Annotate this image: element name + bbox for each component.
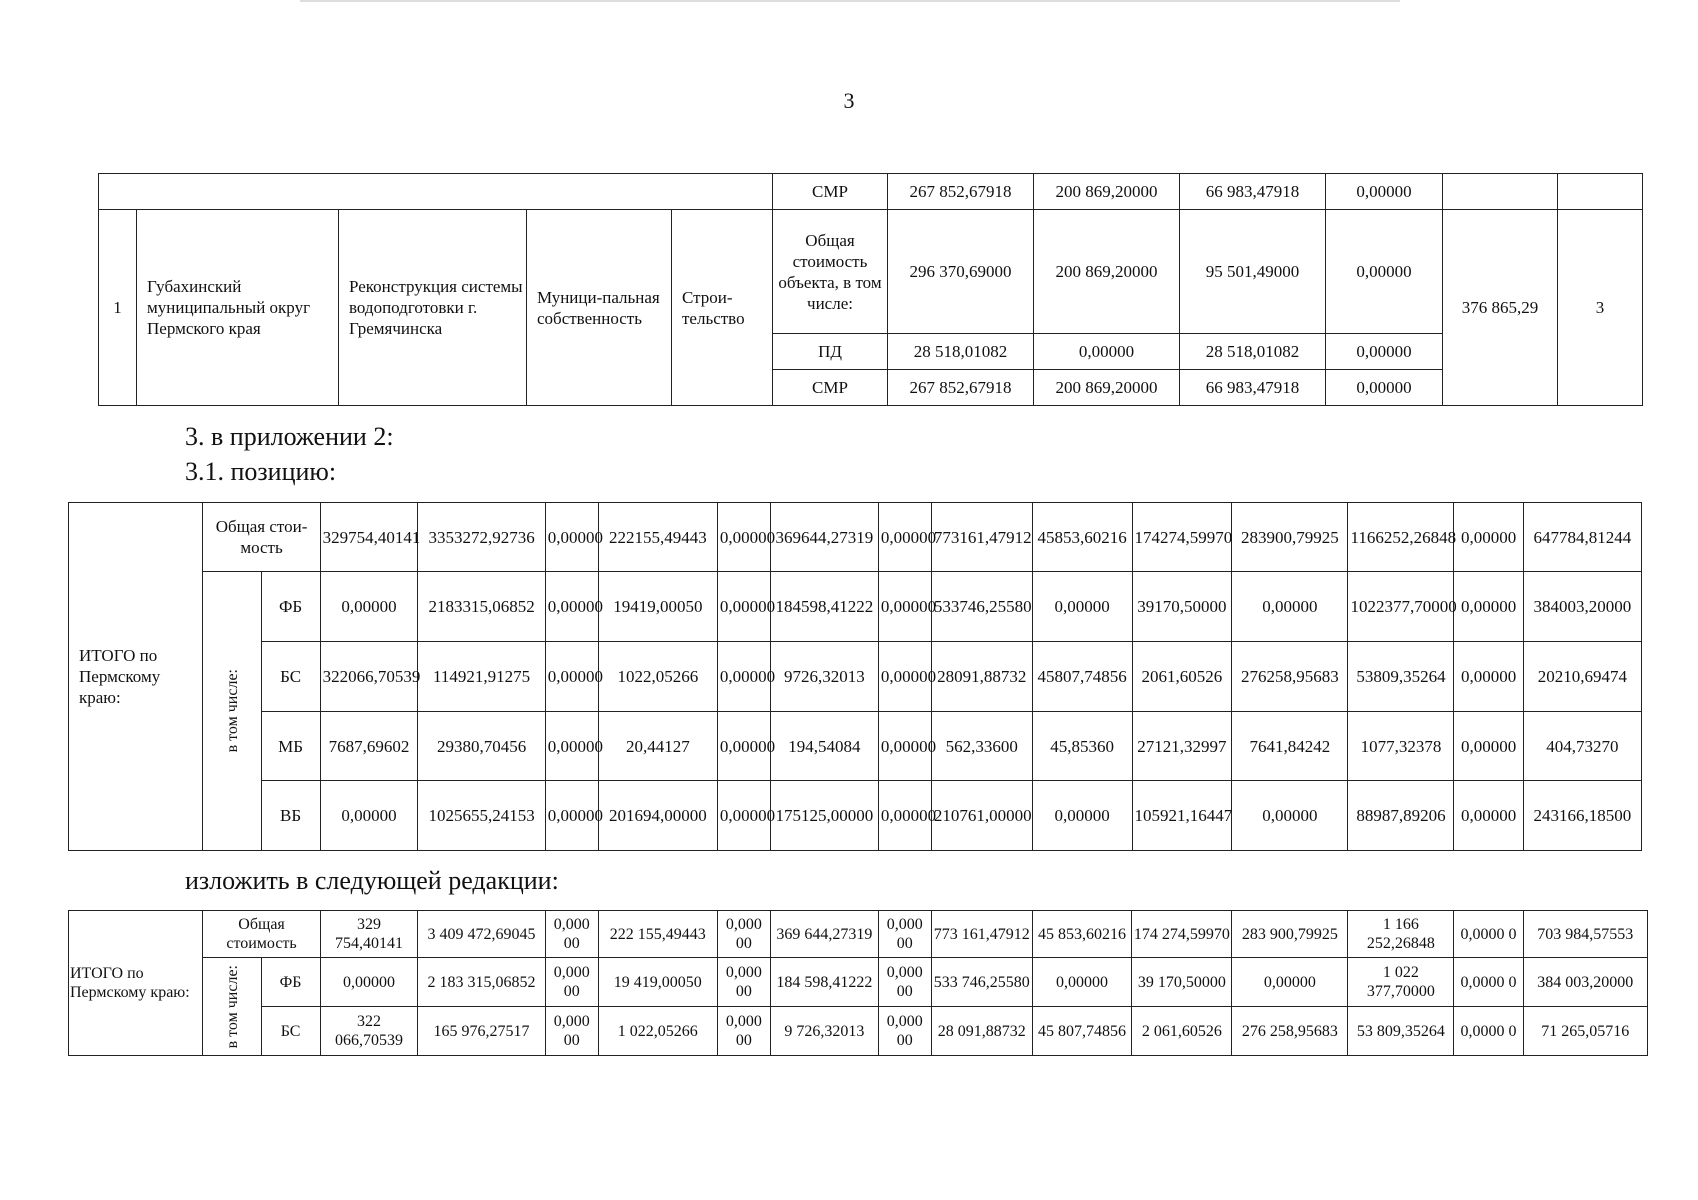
value-cell: 0,00000 — [717, 503, 770, 572]
value-cell: 0,00000 — [1454, 503, 1523, 572]
value-cell: 210761,00000 — [931, 781, 1032, 851]
totals-table-old — [68, 502, 1642, 851]
section-heading: изложить в следующей редакции: — [185, 866, 559, 895]
value-cell: 329 754,40141 — [320, 911, 418, 958]
value-cell: 0,00000 — [1454, 572, 1523, 642]
value-cell: 384 003,20000 — [1523, 958, 1647, 1007]
value-cell: 20,44127 — [598, 712, 717, 781]
value-cell: 29380,70456 — [418, 712, 545, 781]
value-cell: 3 409 472,69045 — [418, 911, 545, 958]
value-cell: 114921,91275 — [418, 642, 545, 712]
value-cell: 1 022,05266 — [598, 1007, 717, 1056]
value-cell: 45,85360 — [1032, 712, 1132, 781]
table-row — [99, 174, 1643, 210]
value-cell: 703 984,57553 — [1523, 911, 1647, 958]
value-cell: 45 807,74856 — [1032, 1007, 1132, 1056]
value-cell: 0,00000 — [1326, 174, 1443, 210]
value-cell: 276 258,95683 — [1232, 1007, 1348, 1056]
value-cell: 39 170,50000 — [1132, 958, 1232, 1007]
value-cell: 200 869,20000 — [1034, 174, 1180, 210]
value-cell: 28091,88732 — [931, 642, 1032, 712]
value-cell: 276258,95683 — [1232, 642, 1348, 712]
section-heading: 3. в приложении 2: — [185, 422, 394, 451]
value-cell: 243166,18500 — [1523, 781, 1641, 851]
value-cell: 0,00000 — [320, 781, 418, 851]
section-subheading: 3.1. позицию: — [185, 457, 337, 486]
value-cell: 0,00000 — [1032, 572, 1132, 642]
value-cell: 1022377,70000 — [1348, 572, 1454, 642]
value-cell: 1166252,26848 — [1348, 503, 1454, 572]
value-cell: 0,00000 — [878, 712, 931, 781]
value-cell: 0,000 00 — [717, 911, 770, 958]
page-number: 3 — [843, 88, 855, 113]
value-cell: 647784,81244 — [1523, 503, 1641, 572]
value-cell: 0,000 00 — [717, 1007, 770, 1056]
value-cell: 2061,60526 — [1132, 642, 1232, 712]
value-cell: 3353272,92736 — [418, 503, 545, 572]
value-cell: 45 853,60216 — [1032, 911, 1132, 958]
value-cell: 0,00000 — [717, 572, 770, 642]
value-cell: 200 869,20000 — [1034, 370, 1180, 406]
value-cell: 283900,79925 — [1232, 503, 1348, 572]
cost-type-cell: СМР — [773, 370, 888, 406]
work-type-cell: Строи-тельство — [672, 210, 773, 406]
value-cell: 1025655,24153 — [418, 781, 545, 851]
value-cell: 66 983,47918 — [1180, 174, 1326, 210]
value-cell: 1022,05266 — [598, 642, 717, 712]
value-cell: 28 091,88732 — [931, 1007, 1032, 1056]
value-cell: 27121,32997 — [1132, 712, 1232, 781]
table-row — [69, 958, 1648, 1007]
last-cell: 3 — [1558, 210, 1643, 406]
value-cell: 404,73270 — [1523, 712, 1641, 781]
budget-name: ФБ — [261, 958, 320, 1007]
value-cell: 384003,20000 — [1523, 572, 1641, 642]
value-cell: 0,00000 — [545, 642, 598, 712]
cost-type-cell: Общая стоимость объекта, в том числе: — [773, 210, 888, 334]
value-cell: 0,000 00 — [717, 958, 770, 1007]
value-cell: 0,00000 — [1326, 334, 1443, 370]
value-cell: 194,54084 — [770, 712, 878, 781]
value-cell: 9 726,32013 — [770, 1007, 878, 1056]
table-row — [69, 781, 1642, 851]
value-cell: 222 155,49443 — [598, 911, 717, 958]
budget-name: БС — [261, 1007, 320, 1056]
value-cell: 2 061,60526 — [1132, 1007, 1232, 1056]
value-cell: 88987,89206 — [1348, 781, 1454, 851]
budget-name: ФБ — [261, 572, 320, 642]
value-cell: 1 166 252,26848 — [1348, 911, 1454, 958]
value-cell: 200 869,20000 — [1034, 210, 1180, 334]
sub-label-text: в том числе: — [223, 669, 241, 753]
total-label: ИТОГО по Пермскому краю: — [69, 503, 203, 851]
budget-name: БС — [261, 642, 320, 712]
value-cell: 0,00000 — [320, 572, 418, 642]
value-cell: 0,0000 0 — [1454, 958, 1523, 1007]
value-cell: 0,00000 — [1326, 370, 1443, 406]
value-cell: 7641,84242 — [1232, 712, 1348, 781]
row-number: 1 — [99, 210, 137, 406]
value-cell: 0,000 00 — [545, 1007, 598, 1056]
value-cell: 0,00000 — [1032, 781, 1132, 851]
value-cell: 201694,00000 — [598, 781, 717, 851]
value-cell: 0,000 00 — [878, 1007, 931, 1056]
value-cell: 0,00000 — [717, 712, 770, 781]
value-cell: 533746,25580 — [931, 572, 1032, 642]
value-cell: 20210,69474 — [1523, 642, 1641, 712]
value-cell: 1077,32378 — [1348, 712, 1454, 781]
total-row-label: Общая стои-мость — [203, 503, 320, 572]
value-cell: 174274,59970 — [1132, 503, 1232, 572]
value-cell: 0,0000 0 — [1454, 911, 1523, 958]
value-cell: 322 066,70539 — [320, 1007, 418, 1056]
value-cell: 283 900,79925 — [1232, 911, 1348, 958]
value-cell: 0,00000 — [878, 642, 931, 712]
value-cell: 45853,60216 — [1032, 503, 1132, 572]
value-cell: 53 809,35264 — [1348, 1007, 1454, 1056]
budget-name: МБ — [261, 712, 320, 781]
capacity-cell: 376 865,29 — [1443, 210, 1558, 406]
value-cell: 2 183 315,06852 — [418, 958, 545, 1007]
sub-label — [203, 572, 261, 851]
value-cell: 2183315,06852 — [418, 572, 545, 642]
value-cell: 0,00000 — [545, 572, 598, 642]
value-cell: 0,00000 — [320, 958, 418, 1007]
value-cell: 533 746,25580 — [931, 958, 1032, 1007]
municipality-cell: Губахинский муниципальный округ Пермского края — [137, 210, 339, 406]
value-cell: 0,000 00 — [545, 911, 598, 958]
cost-type-cell: СМР — [773, 174, 888, 210]
value-cell: 0,00000 — [717, 781, 770, 851]
value-cell: 28 518,01082 — [888, 334, 1034, 370]
value-cell: 39170,50000 — [1132, 572, 1232, 642]
value-cell: 0,00000 — [1232, 781, 1348, 851]
value-cell: 0,00000 — [1032, 958, 1132, 1007]
value-cell: 0,00000 — [878, 503, 931, 572]
value-cell: 296 370,69000 — [888, 210, 1034, 334]
value-cell: 0,00000 — [1454, 642, 1523, 712]
ownership-cell: Муници-пальная собственность — [527, 210, 672, 406]
value-cell: 19 419,00050 — [598, 958, 717, 1007]
value-cell: 0,000 00 — [545, 958, 598, 1007]
total-label: ИТОГО по Пермскому краю: — [69, 911, 203, 1056]
value-cell: 174 274,59970 — [1132, 911, 1232, 958]
value-cell: 45807,74856 — [1032, 642, 1132, 712]
table-row — [69, 572, 1642, 642]
table-row — [69, 911, 1648, 958]
value-cell: 1 022 377,70000 — [1348, 958, 1454, 1007]
object-cell: Реконструкция системы водоподготовки г. Гремячинска — [339, 210, 527, 406]
table-row — [69, 503, 1642, 572]
value-cell: 7687,69602 — [320, 712, 418, 781]
budget-name: ВБ — [261, 781, 320, 851]
table-row — [99, 210, 1643, 334]
value-cell: 165 976,27517 — [418, 1007, 545, 1056]
value-cell: 267 852,67918 — [888, 174, 1034, 210]
table-row — [69, 642, 1642, 712]
value-cell: 222155,49443 — [598, 503, 717, 572]
value-cell: 0,0000 0 — [1454, 1007, 1523, 1056]
value-cell: 0,00000 — [545, 781, 598, 851]
value-cell: 184598,41222 — [770, 572, 878, 642]
value-cell: 28 518,01082 — [1180, 334, 1326, 370]
cost-type-cell: ПД — [773, 334, 888, 370]
value-cell: 0,00000 — [1454, 712, 1523, 781]
value-cell: 562,33600 — [931, 712, 1032, 781]
value-cell: 0,00000 — [1034, 334, 1180, 370]
total-row-label: Общая стоимость — [203, 911, 320, 958]
scan-edge — [300, 0, 1400, 2]
value-cell: 95 501,49000 — [1180, 210, 1326, 334]
value-cell: 71 265,05716 — [1523, 1007, 1647, 1056]
value-cell: 0,00000 — [1232, 572, 1348, 642]
value-cell: 9726,32013 — [770, 642, 878, 712]
sub-label-text: в том числе: — [223, 964, 241, 1049]
value-cell: 53809,35264 — [1348, 642, 1454, 712]
sub-label — [203, 958, 261, 1056]
value-cell: 322066,70539 — [320, 642, 418, 712]
value-cell: 0,000 00 — [878, 958, 931, 1007]
value-cell: 267 852,67918 — [888, 370, 1034, 406]
value-cell: 184 598,41222 — [770, 958, 878, 1007]
value-cell: 19419,00050 — [598, 572, 717, 642]
value-cell: 773161,47912 — [931, 503, 1032, 572]
value-cell: 66 983,47918 — [1180, 370, 1326, 406]
value-cell: 773 161,47912 — [931, 911, 1032, 958]
value-cell: 0,00000 — [1232, 958, 1348, 1007]
value-cell: 175125,00000 — [770, 781, 878, 851]
value-cell: 369644,27319 — [770, 503, 878, 572]
value-cell: 0,00000 — [1326, 210, 1443, 334]
value-cell: 0,00000 — [717, 642, 770, 712]
value-cell: 0,000 00 — [878, 911, 931, 958]
table-row — [69, 712, 1642, 781]
value-cell: 329754,40141 — [320, 503, 418, 572]
table-row — [69, 1007, 1648, 1056]
value-cell: 0,00000 — [1454, 781, 1523, 851]
value-cell: 105921,16447 — [1132, 781, 1232, 851]
value-cell: 0,00000 — [878, 781, 931, 851]
value-cell: 369 644,27319 — [770, 911, 878, 958]
object-table — [98, 173, 1643, 406]
value-cell: 0,00000 — [545, 712, 598, 781]
value-cell: 0,00000 — [545, 503, 598, 572]
value-cell: 0,00000 — [878, 572, 931, 642]
totals-table-new — [68, 910, 1648, 1056]
